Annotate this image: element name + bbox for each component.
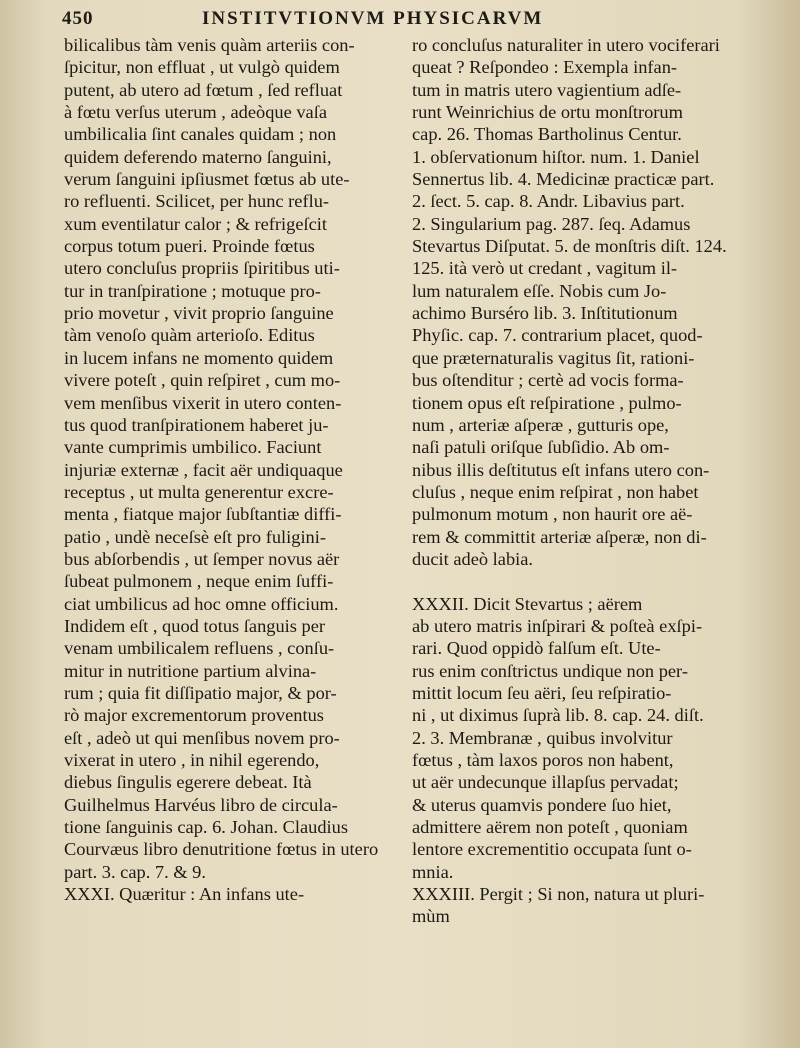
text-line: nibus illis deſtitutus eſt infans utero con- <box>412 459 710 480</box>
text-line: mnia. <box>412 861 454 882</box>
text-line: num , arteriæ aſperæ , gutturis ope, <box>412 414 669 435</box>
text-line: eſt , adeò ut qui menſibus novem pro- <box>64 727 340 748</box>
text-line: vixerat in utero , in nihil egerendo, <box>64 750 320 770</box>
text-line: XXXI. Quæritur : An infans ute- <box>64 884 305 905</box>
text-line: lum naturalem eſſe. Nobis cum Jo- <box>412 280 667 301</box>
text-line: rari. Quod oppidò falſum eſt. Ute- <box>412 638 661 659</box>
text-line: Courvæus libro denutritione fœtus in utero <box>64 839 379 860</box>
text-line: ſpicitur, non effluat , ut vulgò quidem <box>64 57 340 78</box>
text-line: lentore excrementitio occupata ſunt o- <box>412 839 692 860</box>
text-line: bus oſtenditur ; certè ad vocis forma- <box>412 370 684 391</box>
text-line: 2. ſect. 5. cap. 8. Andr. Libavius part. <box>412 191 685 212</box>
text-line: Phyſic. cap. 7. contrarium placet, quod- <box>412 325 703 346</box>
text-line: tum in matris utero vagientium adſe- <box>412 79 682 100</box>
text-line: tur in tranſpiratione ; motuque pro- <box>64 280 321 301</box>
text-line: cluſus , neque enim reſpirat , non habet <box>412 481 699 502</box>
text-line: menta , fiatque major ſubſtantiæ diffi- <box>64 504 342 525</box>
text-line: ut aër undecunque illapſus pervadat; <box>412 772 679 793</box>
text-line: queat ? Reſpondeo : Exempla infan- <box>412 57 678 78</box>
text-line: ab utero matris inſpirari & poſteà exſpi- <box>412 615 703 636</box>
text-line: receptus , ut multa generentur excre- <box>64 481 334 502</box>
text-line: venam umbilicalem refluens , conſu- <box>64 638 335 659</box>
text-line: ro refluenti. Scilicet, per hunc reflu- <box>64 191 330 212</box>
text-line: diebus ſingulis egerere debeat. Ità <box>64 772 312 793</box>
text-line: Stevartus Diſputat. 5. de monſtris diſt. 124. <box>412 236 727 257</box>
text-line: vem menſibus vixerit in utero conten- <box>64 392 342 413</box>
text-line: corpus totum pueri. Proinde fœtus <box>64 236 315 257</box>
text-line: tionem opus eſt reſpiratione , pulmo- <box>412 392 682 413</box>
text-line: umbilicalia ſint canales quidam ; non <box>64 124 337 145</box>
text-line: injuriæ externæ , facit aër undiquaque <box>64 459 343 480</box>
text-line: mùm <box>412 906 450 927</box>
text-line: tione ſanguinis cap. 6. Johan. Claudius <box>64 817 348 838</box>
text-line: ducit adeò labia. <box>412 548 534 569</box>
text-line: XXXIII. Pergit ; Si non, natura ut pluri- <box>412 884 705 905</box>
text-line: rus enim conſtrictus undique non per- <box>412 660 688 681</box>
text-line: mittit locum ſeu aëri, ſeu reſpiratio- <box>412 682 672 703</box>
right-text-column <box>412 34 752 928</box>
text-line: XXXII. Dicit Stevartus ; aërem <box>412 593 643 614</box>
text-line: patio , undè neceſsè eſt pro fuligini- <box>64 526 326 547</box>
text-line: 2. Singularium pag. 287. ſeq. Adamus <box>412 213 691 234</box>
text-line: vivere poteſt , quin reſpiret , cum mo- <box>64 370 341 391</box>
text-line: 2. 3. Membranæ , quibus involvitur <box>412 727 673 748</box>
text-line: in lucem infans ne momento quidem <box>64 347 334 368</box>
text-line: mitur in nutritione partium alvina- <box>64 660 317 681</box>
text-line: achimo Burséro lib. 3. Inſtitutionum <box>412 303 678 324</box>
text-line: bilicalibus tàm venis quàm arteriis con- <box>64 35 355 55</box>
page-number: 450 <box>62 8 94 29</box>
text-line: 125. ità verò ut credant , vagitum il- <box>412 258 678 279</box>
text-line: à fœtu verſus uterum , adeòque vaſa <box>64 102 327 123</box>
text-line: admittere aërem non poteſt , quoniam <box>412 817 688 838</box>
text-line: Indidem eſt , quod totus ſanguis per <box>64 615 326 636</box>
left-text-column <box>64 34 404 905</box>
text-line: xum eventilatur calor ; & refrigeſcit <box>64 213 327 234</box>
text-line: runt Weinrichius de ortu monſtrorum <box>412 102 683 123</box>
text-line: tàm venoſo quàm arterioſo. Editus <box>64 325 315 346</box>
text-line: part. 3. cap. 7. & 9. <box>64 861 206 882</box>
text-line: ſubeat pulmonem , neque enim ſuffi- <box>64 571 334 592</box>
text-line: verum ſanguini ipſiusmet fœtus ab ute- <box>64 169 350 190</box>
text-line: rem & committit arteriæ aſperæ, non di- <box>412 526 707 547</box>
text-line: Guilhelmus Harvéus libro de circula- <box>64 794 338 815</box>
text-line: prio movetur , vivit proprio ſanguine <box>64 303 334 324</box>
text-line: putent, ab utero ad fœtum , ſed refluat <box>64 79 343 100</box>
text-line: rum ; quia fit diſſipatio major, & por- <box>64 682 337 703</box>
text-line: quidem deferendo materno ſanguini, <box>64 146 332 167</box>
text-line: ni , ut diximus ſuprà lib. 8. cap. 24. diſt. <box>412 705 704 726</box>
text-line: ciat umbilicus ad hoc omne officium. <box>64 593 339 614</box>
text-line: vante cumprimis umbilico. Faciunt <box>64 437 322 458</box>
text-line: que præternaturalis vagitus ſit, rationi- <box>412 347 695 368</box>
text-line: utero concluſus propriis ſpiritibus uti- <box>64 258 340 279</box>
text-line: naſi patuli oriſque ſubſidio. Ab om- <box>412 437 670 458</box>
text-line: Sennertus lib. 4. Medicinæ practicæ part. <box>412 169 715 190</box>
running-title: INSTITVTIONVM PHYSICARVM <box>202 8 544 29</box>
text-line <box>412 570 752 592</box>
text-line: fœtus , tàm laxos poros non habent, <box>412 750 674 770</box>
text-line: rò major excrementorum proventus <box>64 705 324 726</box>
text-line: cap. 26. Thomas Bartholinus Centur. <box>412 124 682 145</box>
text-line: pulmonum motum , non haurit ore aë- <box>412 504 693 525</box>
text-line: tus quod tranſpirationem haberet ju- <box>64 414 329 435</box>
text-line: 1. obſervationum hiſtor. num. 1. Daniel <box>412 146 700 167</box>
text-line: bus abſorbendis , ut ſemper novus aër <box>64 548 340 569</box>
text-line: ro concluſus naturaliter in utero vociferari <box>412 35 720 55</box>
text-line: & uterus quamvis pondere ſuo hiet, <box>412 794 672 815</box>
